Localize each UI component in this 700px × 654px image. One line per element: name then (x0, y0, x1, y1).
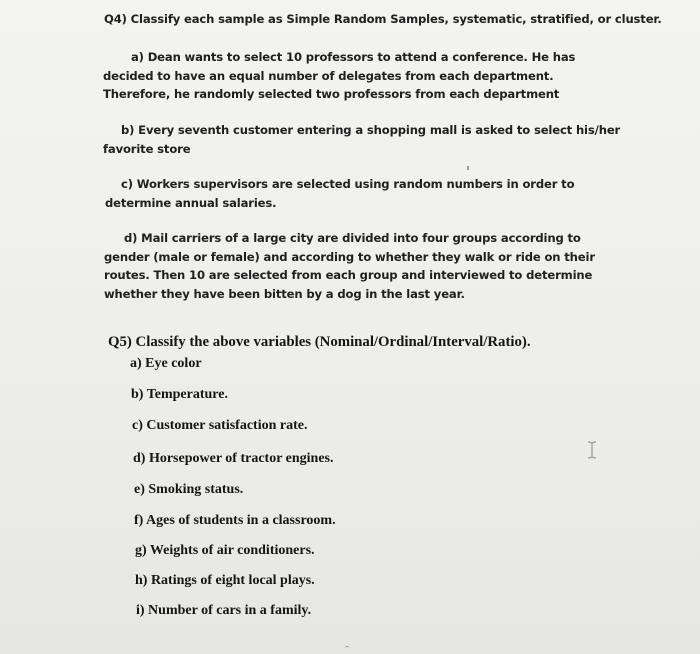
q5-item-h: h) Ratings of eight local plays. (135, 573, 315, 588)
q5-item-c: c) Customer satisfaction rate. (132, 418, 308, 433)
q5-item-i: i) Number of cars in a family. (136, 603, 312, 618)
text-cursor-icon (587, 441, 597, 459)
scan-speck-bottom (345, 646, 349, 650)
q4-part-b: b) Every seventh customer entering a shopping mall is asked to select his/her favorite store (103, 123, 621, 156)
q5-item-d: d) Horsepower of tractor engines. (133, 451, 334, 466)
scan-speck (467, 166, 469, 170)
q5-item-f: f) Ages of students in a classroom. (134, 513, 336, 528)
q4-part-a: a) Dean wants to select 10 professors to attend a conference. He has decided to have an equal number of delegates from each department. Therefore, he randomly selected two professors from each department (103, 50, 576, 101)
q5-item-g: g) Weights of air conditioners. (135, 543, 315, 558)
q5-item-b: b) Temperature. (131, 387, 228, 402)
q4-title: Q4) Classify each sample as Simple Random Samples, systematic, stratified, or cluster. (104, 12, 662, 26)
q5-item-a: a) Eye color (130, 356, 202, 371)
q5-item-e: e) Smoking status. (134, 482, 244, 497)
q4-part-c: c) Workers supervisors are selected using random numbers in order to determine annual salaries. (105, 177, 575, 210)
q4-part-d: d) Mail carriers of a large city are divided into four groups according to gender (male or female) and according to whether they walk or ride on their routes. Then 10 are selected from each group and interviewed to determine whether they have been bitten by a dog in the last year. (104, 231, 595, 301)
q5-title: Q5) Classify the above variables (Nominal/Ordinal/Interval/Ratio). (108, 334, 531, 350)
